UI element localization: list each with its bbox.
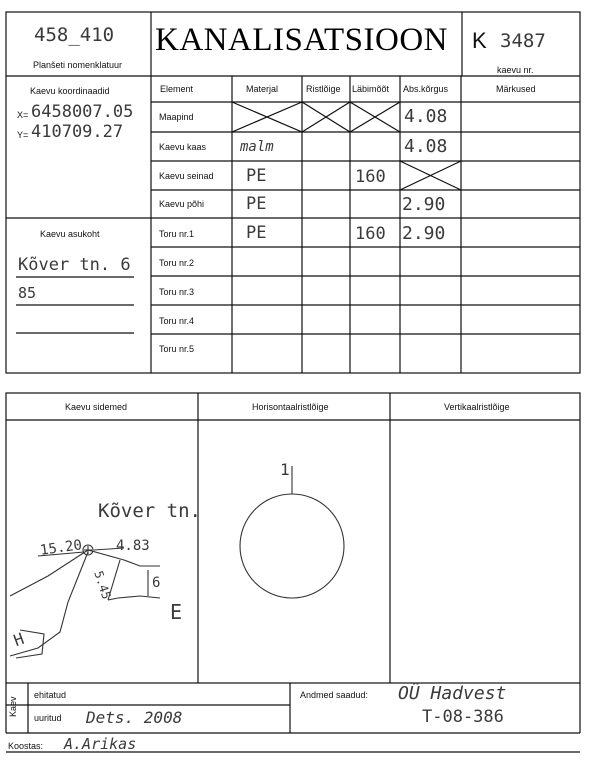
row-material: PE xyxy=(246,194,267,214)
location-line2: 85 xyxy=(18,284,37,302)
compiled-label: Koostas: xyxy=(8,741,44,751)
coordinates-label: Kaevu koordinaadid xyxy=(30,86,110,96)
row-material: PE xyxy=(246,166,267,186)
table-row xyxy=(0,247,591,276)
table-row xyxy=(0,305,591,334)
data-from-line1: OÜ Hadvest xyxy=(398,683,507,704)
row-element: Kaevu kaas xyxy=(159,142,207,152)
compiled-value: A.Arikas xyxy=(64,735,137,753)
row-element: Toru nr.4 xyxy=(159,316,195,326)
table-row xyxy=(0,190,591,218)
table-row xyxy=(0,334,591,373)
row-diameter: 160 xyxy=(355,224,386,244)
surveyed-label: uuritud xyxy=(34,713,62,723)
surveyed-value: Dets. 2008 xyxy=(86,708,183,727)
col-diameter: Läbimõõt xyxy=(352,84,390,94)
col-height: Abs.kõrgus xyxy=(403,84,449,94)
well-vertical-label: Kaev xyxy=(8,696,18,717)
well-number-label: kaevu nr. xyxy=(497,65,534,75)
row-element: Toru nr.5 xyxy=(159,344,195,354)
row-material: malm xyxy=(240,139,274,155)
x-coordinate: 6458007.05 xyxy=(31,102,134,122)
well-number: 3487 xyxy=(500,30,546,52)
sketch-dist-right: 4.83 xyxy=(116,538,150,554)
sketch-dist-side: 6 xyxy=(152,575,161,591)
row-element: Toru nr.1 xyxy=(159,229,195,239)
sketch-dist-left: 15.20 xyxy=(39,537,84,559)
y-coordinate: 410709.27 xyxy=(31,122,124,142)
row-diameter: 160 xyxy=(355,167,386,187)
table-row xyxy=(0,276,591,305)
pipe-number: 1 xyxy=(280,460,290,479)
table-row xyxy=(0,218,591,247)
col-material: Materjal xyxy=(246,84,279,94)
row-element: Maapind xyxy=(159,112,194,122)
row-height: 2.90 xyxy=(402,194,446,215)
x-label: X= xyxy=(17,110,29,120)
sketch-dist-down: 5.45 xyxy=(91,569,114,601)
links-label: Kaevu sidemed xyxy=(65,402,128,412)
built-label: ehitatud xyxy=(34,690,67,700)
row-material: PE xyxy=(246,223,267,243)
col-notes: Märkused xyxy=(496,84,536,94)
map-sheet-label: Planšeti nomenklatuur xyxy=(33,60,123,70)
sketch-letter-h: H xyxy=(11,628,27,651)
col-section: Ristlõige xyxy=(306,84,341,94)
map-sheet-value: 458_410 xyxy=(34,24,115,46)
page-title: KANALISATSIOON xyxy=(155,22,448,58)
well-prefix: K xyxy=(472,28,487,53)
location-label: Kaevu asukoht xyxy=(40,229,100,239)
horizontal-section-label: Horisontaalristlõige xyxy=(252,402,329,412)
sketch-letter-e: E xyxy=(170,600,183,624)
sketch-street: Kõver tn. xyxy=(98,500,201,522)
row-element: Kaevu põhi xyxy=(159,199,205,209)
y-label: Y= xyxy=(17,130,29,140)
location-line1: Kõver tn. 6 xyxy=(18,255,131,275)
data-from-line2: T-08-386 xyxy=(422,707,504,727)
col-element: Element xyxy=(160,84,194,94)
row-height: 4.08 xyxy=(404,136,448,157)
row-height: 2.90 xyxy=(402,223,446,244)
data-from-label: Andmed saadud: xyxy=(300,690,369,700)
table-row xyxy=(0,132,591,161)
row-element: Kaevu seinad xyxy=(159,171,214,181)
vertical-section-label: Vertikaalristlõige xyxy=(444,402,510,412)
table-row xyxy=(0,102,591,131)
table-row xyxy=(0,161,591,190)
row-element: Toru nr.2 xyxy=(159,258,195,268)
row-height: 4.08 xyxy=(404,106,448,127)
row-element: Toru nr.3 xyxy=(159,287,195,297)
